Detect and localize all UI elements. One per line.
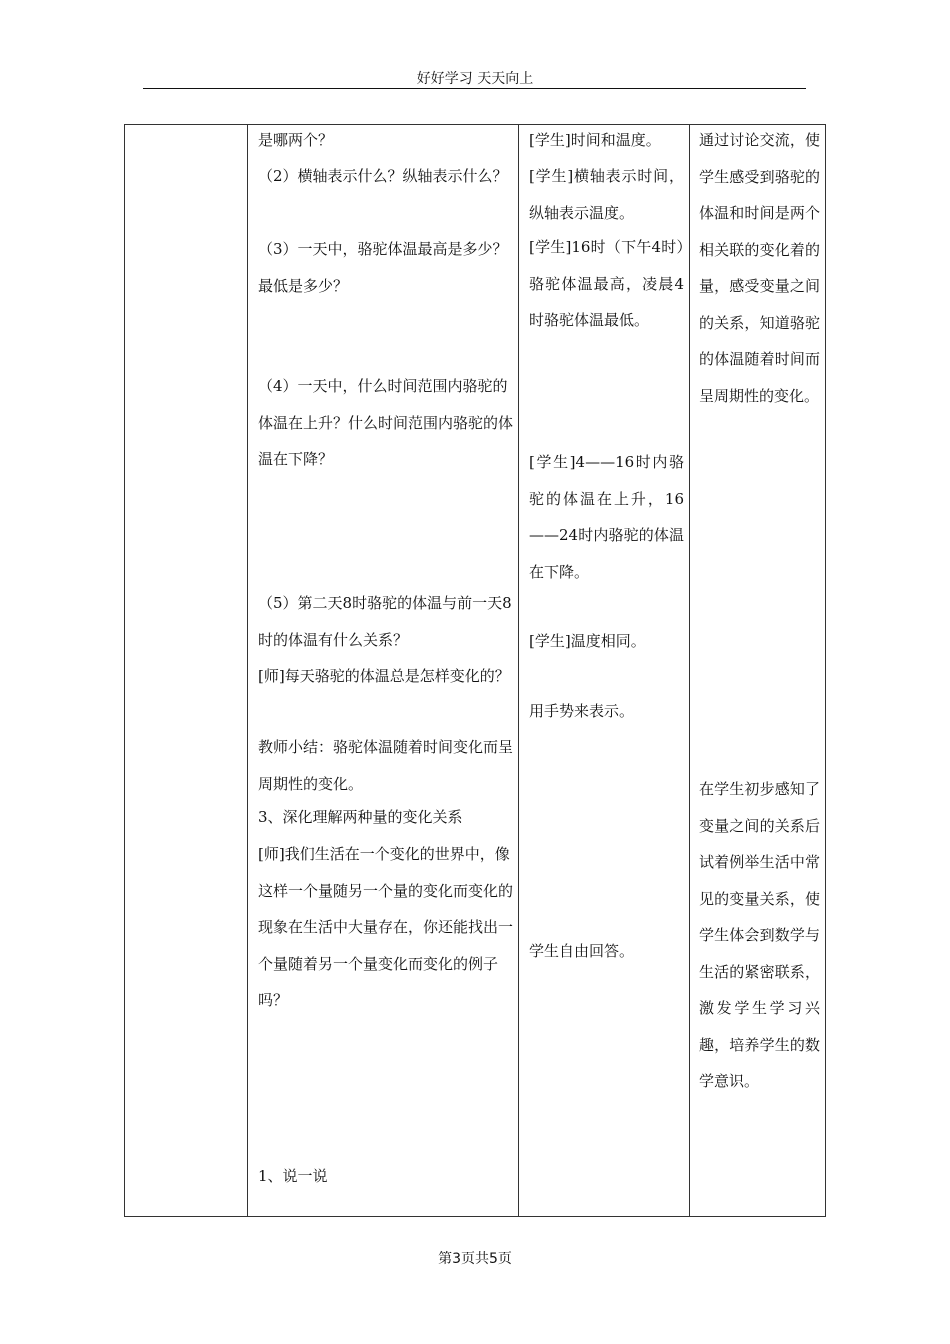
question-text: （2）横轴表示什么？纵轴表示什么？	[258, 167, 508, 185]
page-footer: 第3页共5页	[438, 1251, 512, 1267]
question-text: （5）第二天8时骆驼的体温与前一天8时的体温有什么关系？	[258, 594, 512, 649]
teacher-summary: 教师小结：骆驼体温随着时间变化而呈周期性的变化。	[258, 738, 514, 793]
question-text: 是哪两个？	[258, 131, 334, 149]
design-intent-text: 在学生初步感知了变量之间的关系后试着例举生活中常见的变量关系，使学生体会到数学与生活的紧密联系，激发学生学习兴趣，培养学生的数学意识。	[699, 780, 820, 1090]
question-text: （3）一天中，骆驼体温最高是多少？最低是多少？	[258, 240, 508, 295]
design-intent-column	[690, 125, 827, 1216]
design-intent-text: 通过讨论交流，使学生感受到骆驼的体温和时间是两个相关联的变化着的量，感受变量之间的关系，知道骆驼的体温随着时间而呈周期性的变化。	[699, 131, 820, 405]
lesson-table	[124, 124, 826, 1217]
student-answer: [学生]4——16时内骆驼的体温在上升，16——24时内骆驼的体温在下降。	[529, 453, 684, 581]
student-answer: 用手势来表示。	[529, 702, 635, 720]
section-heading: 1、说一说	[258, 1167, 328, 1185]
section-heading: 3、深化理解两种量的变化关系	[258, 808, 463, 826]
teacher-question: [师]我们生活在一个变化的世界中，像这样一个量随另一个量的变化而变化的现象在生活中大量存在，你还能找出一个量随着另一个量变化而变化的例子吗？	[258, 845, 514, 1009]
student-activity-column	[519, 125, 690, 1216]
header-rule	[143, 88, 806, 89]
student-answer: [学生]横轴表示时间，纵轴表示温度。	[529, 167, 684, 222]
student-answer: [学生]温度相同。	[529, 632, 646, 650]
student-answer: 学生自由回答。	[529, 942, 635, 960]
teacher-question: [师]每天骆驼的体温总是怎样变化的？	[258, 667, 510, 685]
question-text: （4）一天中，什么时间范围内骆驼的体温在上升？什么时间范围内骆驼的体温在下降？	[258, 377, 514, 468]
student-answer: [学生]16时（下午4时）骆驼体温最高，凌晨4时骆驼体温最低。	[529, 238, 684, 329]
page-header: 好好学习 天天向上	[416, 71, 534, 87]
student-answer: [学生]时间和温度。	[529, 131, 661, 149]
teacher-activity-column	[248, 125, 519, 1216]
